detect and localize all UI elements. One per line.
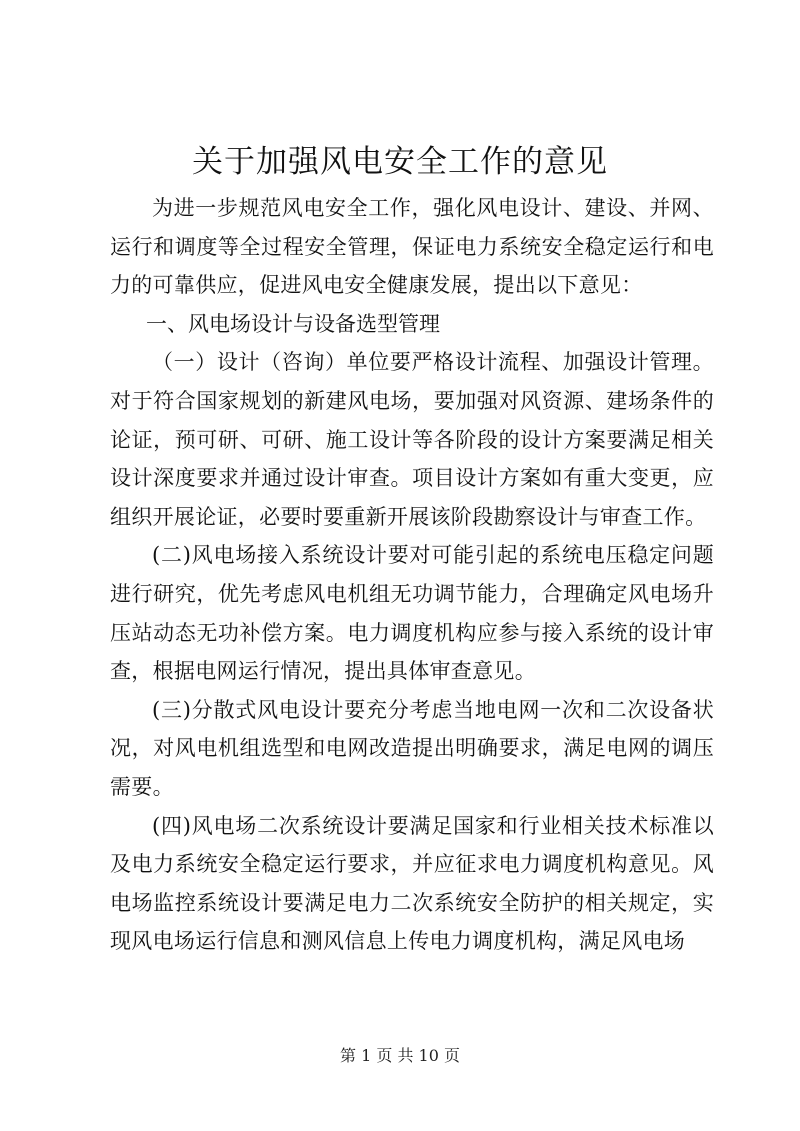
intro-paragraph: 为进一步规范风电安全工作，强化风电设计、建设、并网、运行和调度等全过程安全管理，保证电力系统安全稳定运行和电力的可靠供应，促进风电安全健康发展，提出以下意见：	[110, 196, 714, 298]
document-title: 关于加强风电安全工作的意见	[192, 144, 608, 180]
paragraph-item-3: (三)分散式风电设计要充分考虑当地电网一次和二次设备状况，对风电机组选型和电网改造提出明确要求，满足电网的调压需要。	[110, 697, 714, 799]
section-heading: 一、风电场设计与设备选型管理	[146, 311, 440, 336]
paragraph-item-2: (二)风电场接入系统设计要对可能引起的系统电压稳定问题进行研究，优先考虑风电机组无功调节能力，合理确定风电场升压站动态无功补偿方案。电力调度机构应参与接入系统的设计审查，根据电网运行情况，提出具体审查意见。	[110, 543, 714, 684]
paragraph-item-1: （一）设计（咨询）单位要严格设计流程、加强设计管理。对于符合国家规划的新建风电场，要加强对风资源、建场条件的论证，预可研、可研、施工设计等各阶段的设计方案要满足相关设计深度要求并通过设计审查。项目设计方案如有重大变更，应组织开展论证，必要时要重新开展该阶段勘察设计与审查工作。	[110, 350, 714, 529]
paragraph-item-4: (四)风电场二次系统设计要满足国家和行业相关技术标准以及电力系统安全稳定运行要求，并应征求电力调度机构意见。风电场监控系统设计要满足电力二次系统安全防护的相关规定，实现风电场运行信息和测风信息上传电力调度机构，满足风电场	[110, 813, 714, 954]
page-footer: 第 1 页 共 10 页	[340, 1046, 460, 1065]
document-body	[110, 189, 714, 961]
